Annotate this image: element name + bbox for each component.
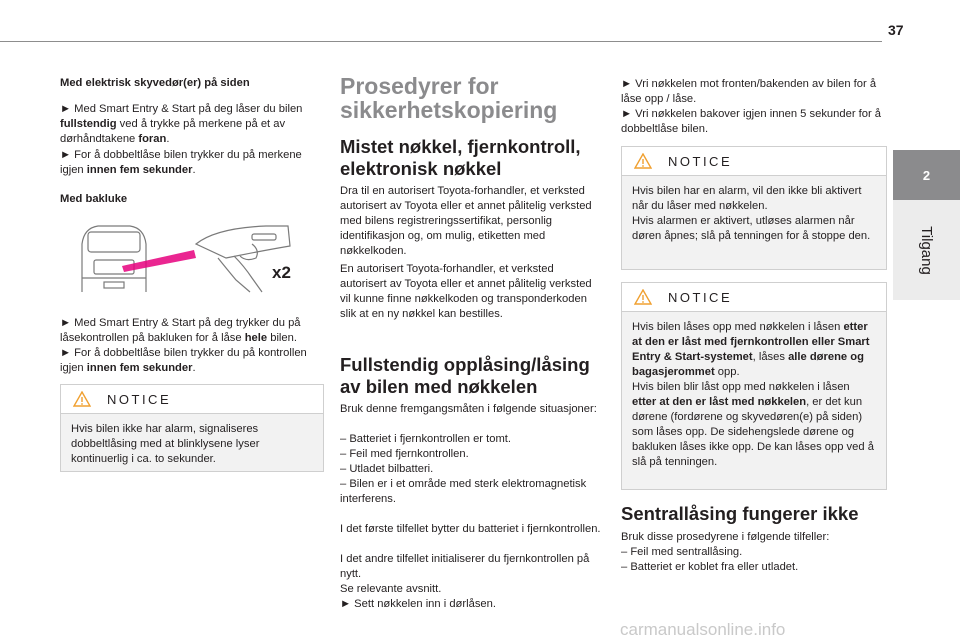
list-item: – Batteriet er koblet fra eller utladet. xyxy=(621,561,799,573)
paragraph-insert-key: ► Sett nøkkelen inn i dørlåsen. xyxy=(340,598,496,610)
page-number: 37 xyxy=(888,22,904,38)
paragraph-second-case: I det andre tilfellet initialiserer du fjernkontrollen på nytt. xyxy=(340,553,590,580)
paragraph-see-sections: Se relevante avsnitt. xyxy=(340,583,442,595)
notice-header xyxy=(61,385,323,414)
notice-title: NOTICE xyxy=(107,392,172,407)
chapter-tab[interactable] xyxy=(893,150,960,200)
chapter-heading: Prosedyrer for sikkerhetskopiering xyxy=(340,73,558,123)
list-item: – Feil med fjernkontrollen. xyxy=(340,448,469,460)
paragraph-procedures: Bruk disse prosedyrene i følgende tilfeller: xyxy=(621,531,830,543)
notice-header xyxy=(622,147,886,176)
x2-label: x2 xyxy=(272,263,291,282)
paragraph-turn-back: ► Vri nøkkelen bakover igjen innen 5 sekunder for å dobbeltlåse bilen. xyxy=(621,108,882,135)
paragraph-tailgate-double-lock: ► For å dobbeltlåse bilen trykker du på kontrollen igjen innen fem sekunder. xyxy=(60,347,307,374)
section-heading-central-lock: Sentrallåsing fungerer ikke xyxy=(621,503,859,524)
list-item: – Feil med sentrallåsing. xyxy=(621,546,743,558)
chapter-number: 2 xyxy=(922,167,931,183)
paragraph-first-case: I det første tilfellet bytter du batteriet i fjernkontrollen. xyxy=(340,523,601,535)
section-title-tailgate: Med bakluke xyxy=(60,193,128,205)
paragraph-situations: Bruk denne fremgangsmåten i følgende situasjoner: xyxy=(340,403,597,415)
warning-icon xyxy=(634,289,652,305)
section-title-sliding-doors: Med elektrisk skyvedør(er) på siden xyxy=(60,77,250,89)
notice-title: NOTICE xyxy=(668,290,733,305)
warning-icon xyxy=(73,391,91,407)
section-heading-lost-key: Mistet nøkkel, fjernkontroll, elektronisk nøkkel xyxy=(340,136,581,179)
notice-text: Hvis alarmen er aktivert, utløses alarmen når døren åpnes; slå på tenningen for å stoppe den. xyxy=(632,215,871,242)
notice-box-alarm xyxy=(60,384,324,472)
notice-text: Hvis bilen blir låst opp med nøkkelen i låsen etter at den er låst med nøkkelen, er det kun dørene (fordørene og skyvedøren(e) på siden) som låses opp. De sidehengslede dørene og bakluken låses ikke opp. De kan låses opp ved å slå på tenningen. xyxy=(632,381,874,468)
paragraph-double-lock: ► For å dobbeltlåse bilen trykker du på merkene igjen innen fem sekunder. xyxy=(60,149,302,176)
notice-text: Hvis bilen låses opp med nøkkelen i låsen etter at den er låst med fjernkontrollen eller Smart Entry & Start-systemet, låses alle dørene og bagasjerommet opp. xyxy=(632,321,870,378)
notice-box-alarm-key xyxy=(621,146,887,270)
list-item: – Utladet bilbatteri. xyxy=(340,463,434,475)
watermark: carmanualsonline.info xyxy=(620,620,786,639)
paragraph-lock-front: ► Med Smart Entry & Start på deg låser du bilen fullstendig ved å trykke på merkene på et av dørhåndtakene foran. xyxy=(60,103,303,145)
paragraph-tailgate-lock: ► Med Smart Entry & Start på deg trykker du på låsekontrollen på bakluken for å låse hele bilen. xyxy=(60,317,301,344)
list-item: – Bilen er i et område med sterk elektromagnetisk interferens. xyxy=(340,478,587,505)
list-item: – Batteriet i fjernkontrollen er tomt. xyxy=(340,433,511,445)
section-heading-full-unlock: Fullstendig opplåsing/låsing av bilen med nøkkelen xyxy=(340,354,590,397)
paragraph-key-code: En autorisert Toyota-forhandler, et verksted autorisert av Toyota eller et annet pålitelig verksted vil kunne finne nøkkelkoden og transponderkoden slik at en ny nøkkel kan bestilles. xyxy=(340,263,592,320)
header-rule xyxy=(0,41,882,42)
notice-header xyxy=(622,283,886,312)
paragraph-dealer: Dra til en autorisert Toyota-forhandler, et verksted autorisert av Toyota eller et annet pålitelig verksted med bilens registreringssertifikat, personlig identifikasjon og, om mulig, etiketten med nøkkelkoden. xyxy=(340,185,592,257)
notice-text: Hvis bilen ikke har alarm, signaliseres dobbeltlåsing med at blinklysene lyser kontinuerlig i ca. to sekunder. xyxy=(71,423,260,465)
notice-title: NOTICE xyxy=(668,154,733,169)
paragraph-turn-key: ► Vri nøkkelen mot fronten/bakenden av bilen for å låse opp / låse. xyxy=(621,78,877,105)
tailgate-illustration xyxy=(76,222,296,294)
chapter-label: Tilgang xyxy=(917,225,935,275)
notice-text: Hvis bilen har en alarm, vil den ikke bli aktivert når du låser med nøkkelen. xyxy=(632,185,862,212)
warning-icon xyxy=(634,153,652,169)
notice-box-unlock-key xyxy=(621,282,887,490)
chapter-label-tab xyxy=(893,200,960,300)
situations-list xyxy=(340,432,602,507)
